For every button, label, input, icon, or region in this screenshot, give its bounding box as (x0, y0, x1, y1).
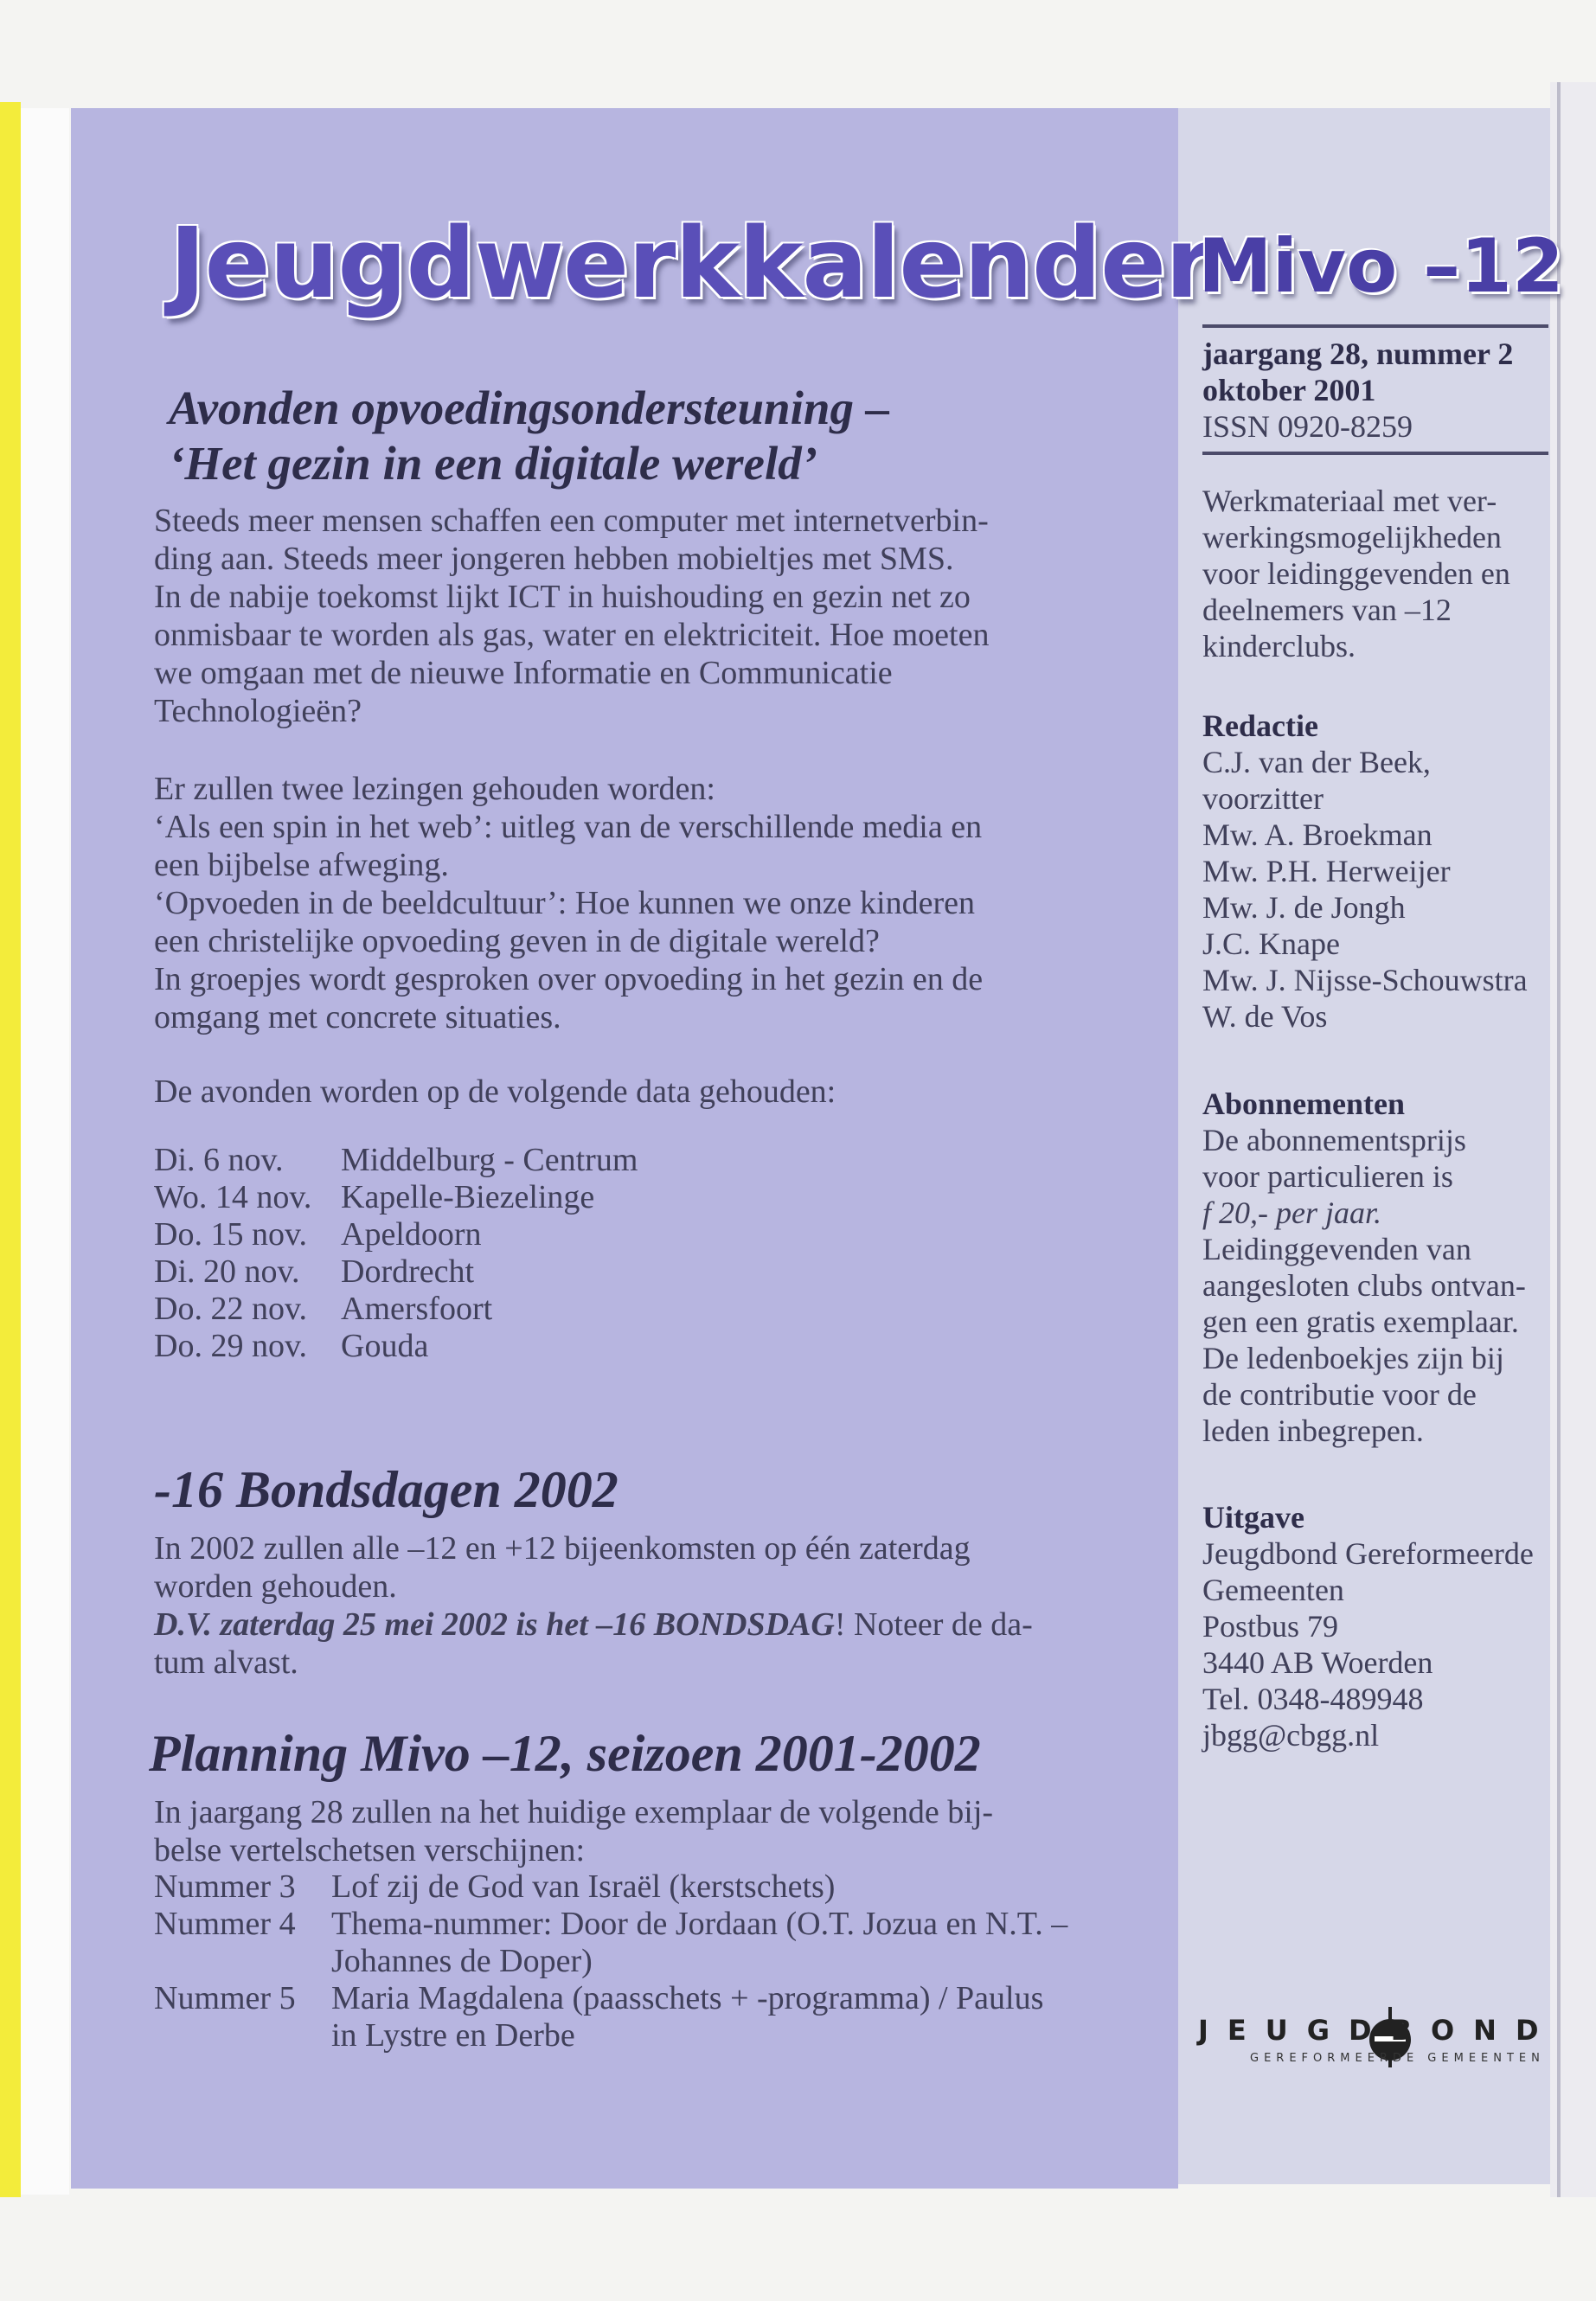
uitgave-section (1202, 1499, 1534, 1753)
text-line: ‘Als een spin in het web’: uitleg van de verschillende media en (154, 809, 983, 845)
plan-row (154, 1906, 1110, 1980)
text-line: In de nabije toekomst lijkt ICT in huishouding en gezin net zo (154, 579, 971, 615)
text-line: In groepjes wordt gesproken over opvoeding in het gezin en de (154, 961, 984, 997)
text-line: Jeugdbond Gereformeerde (1202, 1536, 1534, 1571)
text-line: Technologieën? (154, 693, 362, 729)
text-line: Leidinggevenden van (1202, 1232, 1471, 1266)
dates-list (154, 1142, 638, 1365)
date-row (154, 1328, 638, 1365)
issue-info (1202, 336, 1513, 445)
text-line: een bijbelse afweging. (154, 847, 449, 883)
issue-date: oktober 2001 (1202, 373, 1376, 407)
text-line: W. de Vos (1202, 999, 1328, 1034)
abonnementen-section (1202, 1086, 1526, 1449)
text-line: J.C. Knape (1202, 926, 1340, 961)
divider (1202, 452, 1548, 455)
section-heading: Redactie (1202, 708, 1318, 743)
magazine-title: Mivo –12 (1198, 223, 1564, 310)
text-line: Er zullen twee lezingen gehouden worden: (154, 771, 715, 807)
date-day: Wo. 14 nov. (154, 1179, 312, 1215)
date-place: Dordrecht (341, 1253, 475, 1290)
date-place: Kapelle-Biezelinge (341, 1179, 595, 1215)
bondsdag-date: D.V. zaterdag 25 mei 2002 is het –16 BONDSDAG (154, 1606, 835, 1643)
text-line: Steeds meer mensen schaffen een computer met internetverbin- (154, 503, 989, 539)
date-row (154, 1216, 638, 1253)
text-line: de contributie voor de (1202, 1377, 1477, 1412)
date-row (154, 1253, 638, 1291)
text-line: In 2002 zullen alle –12 en +12 bijeenkomsten op één zaterdag (154, 1530, 971, 1567)
text-line: onmisbaar te worden als gas, water en elektriciteit. Hoe moeten (154, 617, 990, 653)
text-line: worden gehouden. (154, 1568, 397, 1605)
date-row (154, 1142, 638, 1179)
text-line: Mw. J. de Jongh (1202, 890, 1406, 925)
text-line: ding aan. Steeds meer jongeren hebben mobieltjes met SMS. (154, 541, 954, 577)
plan-title: Thema-nummer: Door de Jordaan (O.T. Jozua en N.T. – Johannes de Doper) (331, 1906, 1068, 1979)
page-fold (1557, 82, 1561, 2197)
issue-number: jaargang 28, nummer 2 (1202, 336, 1514, 371)
lectures-paragraph (154, 770, 983, 1036)
text-line: Postbus 79 (1202, 1609, 1339, 1644)
text-line: tum alvast. (154, 1644, 298, 1681)
text-line: leden inbegrepen. (1202, 1413, 1424, 1448)
text-line: deelnemers van –12 (1202, 593, 1452, 627)
date-day: Do. 15 nov. (154, 1216, 307, 1253)
article-title-line1: Avonden opvoedingsondersteuning – (169, 381, 890, 434)
text-line: aangesloten clubs ontvan- (1202, 1268, 1526, 1303)
date-row (154, 1179, 638, 1216)
date-row (154, 1291, 638, 1328)
text-line: Gemeenten (1202, 1573, 1344, 1607)
article-intro (154, 502, 989, 730)
yellow-page-edge (0, 102, 21, 2197)
text-line: De ledenboekjes zijn bij (1202, 1341, 1504, 1375)
text-line (154, 1606, 1033, 1644)
plan-number: Nummer 5 (154, 1980, 296, 2016)
text-line: Mw. J. Nijsse-Schouwstra (1202, 963, 1528, 997)
plan-title: Lof zij de God van Israël (kerstschets) (331, 1868, 836, 1905)
plan-row (154, 1868, 1110, 1906)
logo-subtitle: GEREFORMEERDE GEMEENTEN (1250, 2052, 1545, 2065)
dates-intro: De avonden worden op de volgende data gehouden: (154, 1074, 836, 1110)
text-span: ! Noteer de da- (834, 1606, 1033, 1643)
date-day: Do. 29 nov. (154, 1328, 307, 1364)
text-line: voor leidinggevenden en (1202, 556, 1510, 591)
date-day: Di. 6 nov. (154, 1142, 284, 1178)
plan-number: Nummer 4 (154, 1906, 296, 1942)
text-line: werkingsmogelijkheden (1202, 520, 1502, 554)
white-page-edge (21, 108, 69, 2195)
date-day: Do. 22 nov. (154, 1291, 307, 1327)
text-line: Mw. A. Broekman (1202, 817, 1433, 852)
text-line: ‘Opvoeden in de beeldcultuur’: Hoe kunnen we onze kinderen (154, 885, 975, 921)
date-place: Middelburg - Centrum (341, 1142, 638, 1178)
planning-title: Planning Mivo –12, seizoen 2001-2002 (149, 1725, 981, 1782)
bondsdagen-text (154, 1529, 1033, 1682)
section-heading: Uitgave (1202, 1500, 1304, 1535)
planning-list (154, 1868, 1110, 2054)
email: jbgg@cbgg.nl (1202, 1718, 1380, 1753)
planning-intro (154, 1793, 993, 1869)
text-line: Mw. P.H. Herweijer (1202, 854, 1451, 888)
date-place: Gouda (341, 1328, 429, 1364)
date-place: Amersfoort (341, 1291, 493, 1327)
text-line: we omgaan met de nieuwe Informatie en Communicatie (154, 655, 893, 691)
divider (1202, 324, 1548, 328)
text-line: 3440 AB Woerden (1202, 1645, 1433, 1680)
text-line: C.J. van der Beek, (1202, 745, 1431, 779)
text-line: Werkmateriaal met ver- (1202, 484, 1497, 518)
plan-row (154, 1980, 1110, 2054)
text-line: voorzitter (1202, 781, 1324, 816)
plan-title: Maria Magdalena (paasschets + -programma) / Paulus in Lystre en Derbe (331, 1980, 1044, 2054)
text-line: belse vertelschetsen verschijnen: (154, 1832, 586, 1868)
article-title-line2: ‘Het gezin in een digitale wereld’ (169, 437, 818, 490)
section-heading: Abonnementen (1202, 1086, 1406, 1121)
logo-text: JEUGDBOND (1198, 2014, 1558, 2047)
plan-number: Nummer 3 (154, 1868, 296, 1905)
description (1202, 483, 1510, 664)
text-line: gen een gratis exemplaar. (1202, 1304, 1519, 1339)
date-place: Apeldoorn (341, 1216, 482, 1253)
text-line: f 20,- per jaar. (1202, 1195, 1381, 1230)
text-line: omgang met concrete situaties. (154, 999, 561, 1035)
text-line: een christelijke opvoeding geven in de digitale wereld? (154, 923, 880, 959)
date-day: Di. 20 nov. (154, 1253, 300, 1290)
text-line: voor particulieren is (1202, 1159, 1453, 1194)
page-title: Jeugdwerkkalender (170, 208, 1213, 320)
article-title (169, 381, 889, 491)
text-line: De abonnementsprijs (1202, 1123, 1466, 1157)
text-line: Tel. 0348-489948 (1202, 1682, 1424, 1716)
text-line: In jaargang 28 zullen na het huidige exemplaar de volgende bij- (154, 1794, 994, 1830)
issn: ISSN 0920-8259 (1202, 409, 1413, 444)
text-line: kinderclubs. (1202, 629, 1356, 663)
redactie-section (1202, 708, 1528, 1035)
bondsdagen-title: -16 Bondsdagen 2002 (154, 1461, 619, 1518)
jeugdbond-logo (1198, 2007, 1561, 2076)
